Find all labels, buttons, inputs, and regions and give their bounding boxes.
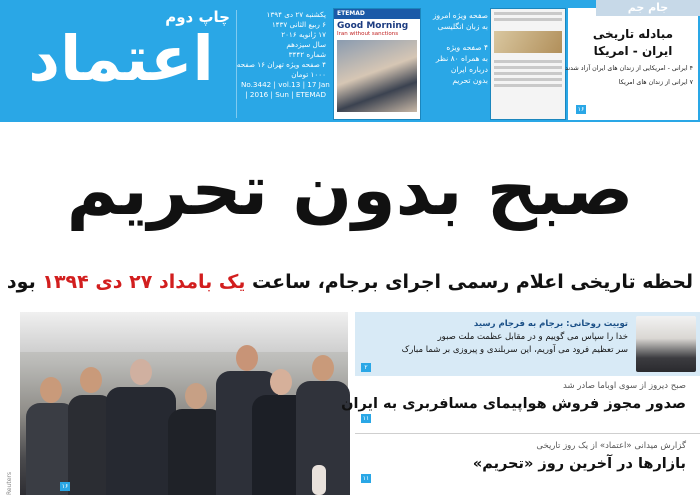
promo-subtitle: Iran without sanctions — [337, 31, 399, 37]
photo-background — [20, 312, 348, 352]
text-placeholder — [494, 66, 562, 69]
news-kicker: صبح دیروز از سوی اوباما صادر شد — [562, 381, 686, 391]
news-item-markets[interactable] — [355, 440, 700, 490]
text-placeholder — [494, 84, 562, 87]
tweet-text: سر تعظیم فرود می آوریم، این سربلندی و پیروزی بر شما مبارک — [401, 345, 628, 355]
thumbnail-image — [494, 31, 562, 53]
english-supplement-promo[interactable] — [333, 8, 421, 120]
date-line: شماره ۳۴۴۲ — [288, 50, 326, 59]
subhead-text: لحظه تاریخی اعلام رسمی اجرای برجام، ساعت — [245, 271, 694, 293]
teaser-detail: ۷ ایرانی از زندان های امریکا — [618, 79, 693, 86]
news-item-aircraft[interactable] — [341, 380, 700, 430]
date-line: یکشنبه ۲۷ دی ۱۳۹۴ — [266, 10, 326, 19]
supplement-notes — [424, 10, 488, 118]
date-line-en: | 2016 | Sun | ETEMAD — [245, 90, 326, 99]
date-line: ۶ ربیع الثانی ۱۴۳۷ — [271, 20, 326, 29]
masthead — [0, 0, 700, 122]
note-line: صفحه ویژه امروز — [432, 11, 488, 20]
tweet-text: خدا را سپاس می گوییم و در مقابل عظمت ملت صبور — [437, 332, 628, 342]
page-number-icon: ۱۶ — [577, 106, 585, 113]
text-placeholder — [494, 60, 562, 63]
prisoner-swap-teaser[interactable] — [565, 8, 698, 120]
issue-info — [236, 10, 330, 118]
news-title: صدور مجوز فروش هواپیمای مسافربری به ایران — [341, 396, 686, 412]
photo-credit: Reuters — [6, 471, 13, 495]
photo-figure — [106, 359, 176, 495]
page-number-icon: ۱۱ — [362, 415, 370, 422]
note-line: به زبان انگلیسی — [437, 22, 488, 31]
main-headline[interactable]: صبح بدون تحریم — [66, 149, 634, 231]
divider — [355, 433, 700, 434]
note-line: درباره ایران — [450, 65, 488, 74]
teaser-detail: ۴ ایرانی - امریکایی از زندان های ایران آزاد شدند — [565, 65, 693, 72]
teaser-title: ایران - امریکا — [593, 44, 673, 58]
main-photo[interactable] — [20, 312, 348, 495]
tweet-heading: توییت روحانی: برجام به فرجام رسید — [473, 319, 628, 329]
text-placeholder — [494, 72, 562, 75]
date-line: ۱۷ ژانویه ۲۰۱۶ — [281, 30, 326, 39]
promo-badge: ETEMAD — [334, 9, 420, 19]
subhead-highlight: یک بامداد ۲۷ دی ۱۳۹۴ — [42, 271, 246, 293]
page-number-icon: ۱۶ — [61, 483, 69, 490]
text-placeholder — [494, 78, 562, 81]
sub-headline — [0, 268, 700, 296]
newspaper-logo[interactable] — [6, 6, 234, 116]
note-line: به همراه ۸۰ نظر — [435, 54, 488, 63]
subhead-text: بود — [6, 271, 43, 293]
text-placeholder — [494, 18, 562, 21]
text-placeholder — [494, 12, 562, 15]
supplement-thumbnail[interactable] — [490, 8, 566, 120]
note-line: بدون تحریم — [452, 76, 488, 85]
note-line: ۴ صفحه ویژه — [446, 43, 488, 52]
rouhani-photo — [636, 316, 696, 372]
page-number-icon: ۲ — [361, 363, 371, 372]
date-line-en: No.3442 | vol.13 | 17 Jan — [241, 80, 330, 89]
promo-title: Good Morning — [337, 21, 409, 31]
teaser-title: مبادله تاریخی — [592, 27, 674, 41]
logo-text: اعتماد — [28, 22, 214, 95]
date-line: ۴ صفحه ویژه تهران ۱۶ صفحه — [236, 60, 326, 69]
page-number-icon: ۱۱ — [362, 475, 370, 482]
handbag — [312, 465, 326, 495]
promo-photo — [337, 40, 417, 112]
news-kicker: گزارش میدانی «اعتماد» از یک روز تاریخی — [536, 441, 686, 451]
rouhani-tweet-box[interactable] — [355, 312, 700, 376]
edition-label: چاپ دوم — [165, 8, 230, 26]
news-title: بازارها در آخرین روز «تحریم» — [472, 456, 686, 472]
date-line: سال سیزدهم — [286, 40, 326, 49]
watermark-logo: جام جم — [596, 0, 700, 16]
date-line: ۱۰۰۰ تومان — [291, 70, 326, 79]
